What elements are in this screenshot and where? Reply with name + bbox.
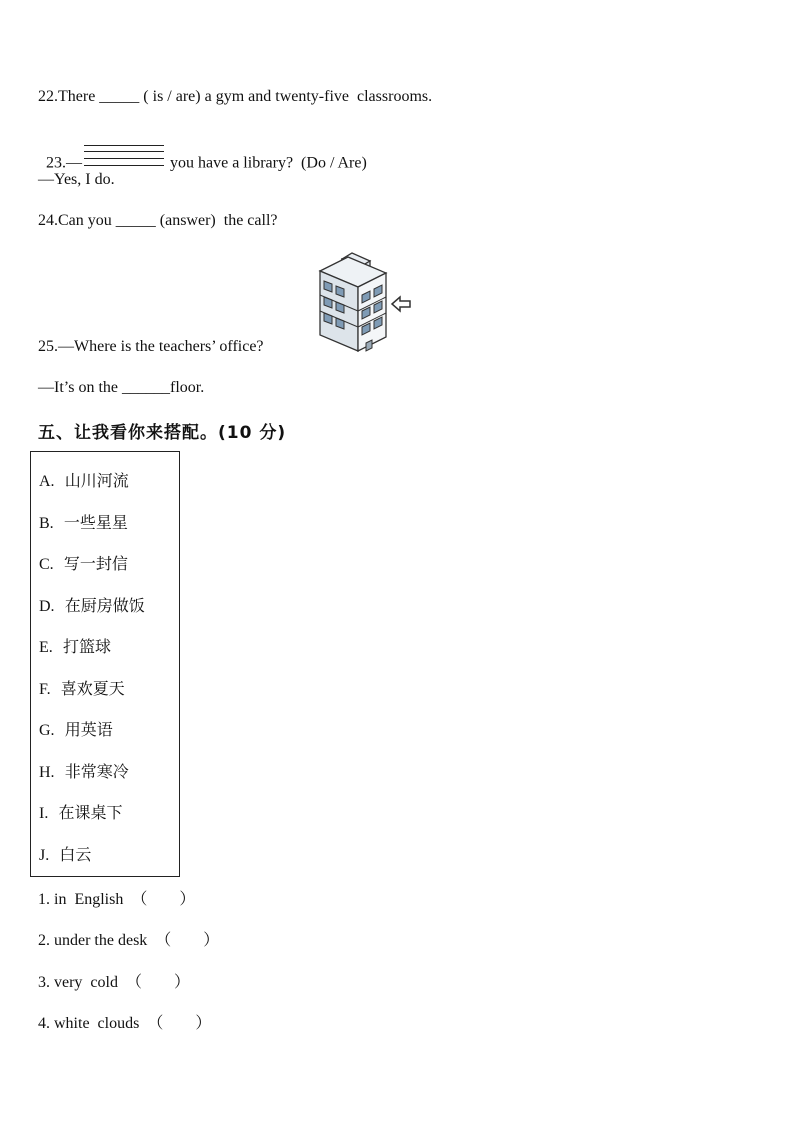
question-23-text: you have a library? (Do / Are) (170, 154, 367, 172)
question-23-prefix: 23.— (46, 154, 82, 172)
option-e: E. 打篮球 (39, 637, 111, 656)
option-b: B. 一些星星 (39, 513, 128, 532)
match-item-3: 3. very cold （ ） (38, 974, 190, 991)
option-d: D. 在厨房做饭 (39, 596, 145, 615)
option-i: I. 在课桌下 (39, 803, 123, 822)
option-j: J. 白云 (39, 845, 92, 864)
option-a: A. 山川河流 (39, 471, 129, 490)
option-g: G. 用英语 (39, 720, 113, 739)
option-c: C. 写一封信 (39, 554, 128, 573)
match-item-1: 1. in English （ ） (38, 891, 196, 908)
question-23-answer: —Yes, I do. (38, 171, 115, 188)
building-with-arrow-icon (312, 249, 416, 355)
option-h: H. 非常寒冷 (39, 762, 129, 781)
option-f: F. 喜欢夏天 (39, 679, 125, 698)
question-24: 24.Can you _____ (answer) the call? (38, 212, 278, 229)
options-box (30, 451, 180, 877)
question-23 (38, 133, 367, 175)
match-item-2: 2. under the desk （ ） (38, 932, 220, 949)
section-5-heading: 五、让我看你来搭配。(10 分) (38, 423, 287, 443)
match-item-4: 4. white clouds （ ） (38, 1015, 212, 1032)
question-22: 22.There _____ ( is / are) a gym and twenty-five classrooms. (38, 88, 433, 105)
question-25-answer: —It’s on the ______floor. (38, 379, 205, 396)
question-25: 25.—Where is the teachers’ office? (38, 338, 264, 355)
